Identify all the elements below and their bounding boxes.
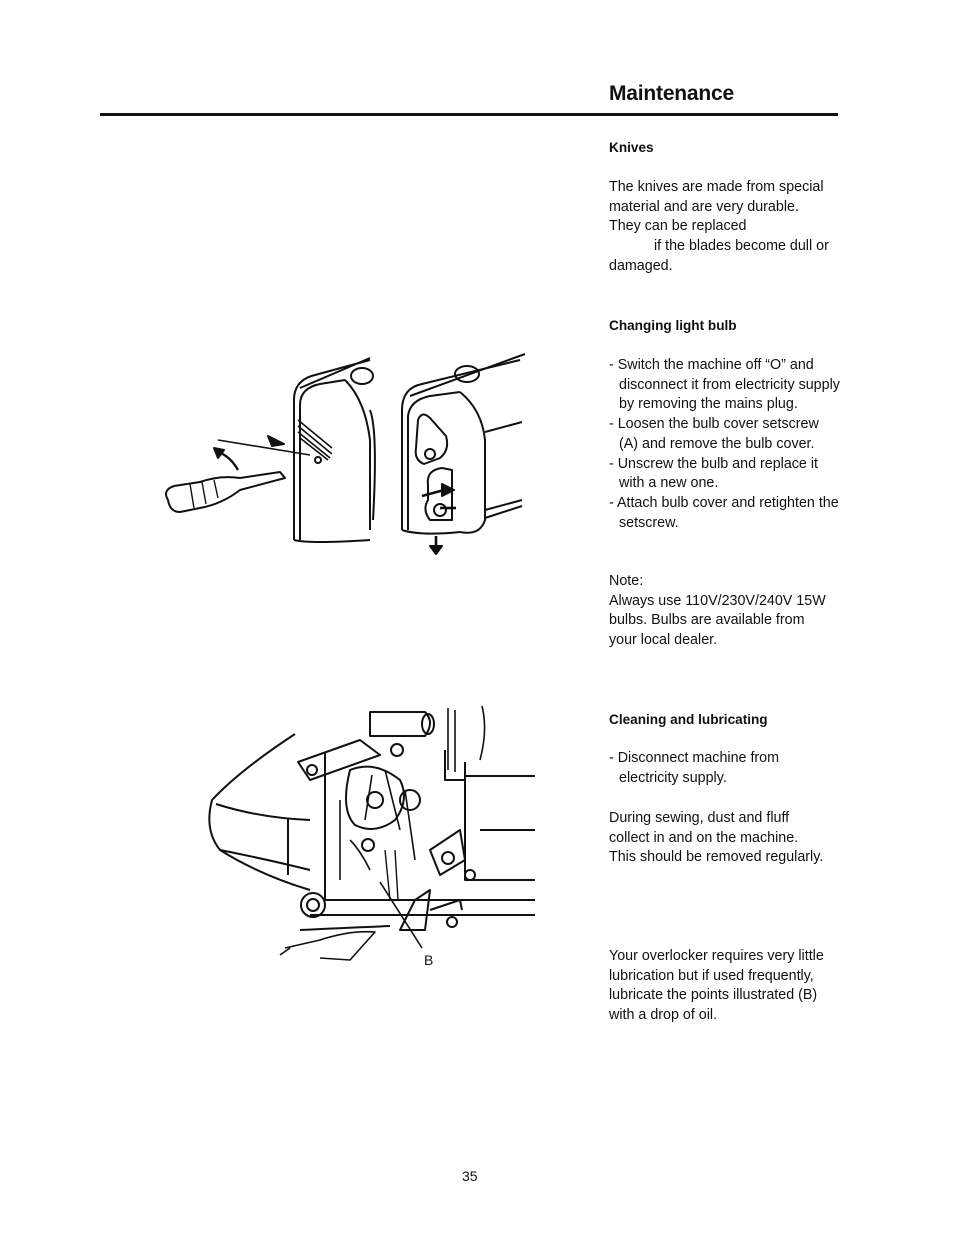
cleaning-heading: Cleaning and lubricating xyxy=(609,712,768,727)
lube-line: with a drop of oil. xyxy=(609,1007,718,1024)
knives-section xyxy=(609,138,849,158)
note-line: your local dealer. xyxy=(609,632,718,649)
knives-line: if the blades become dull or xyxy=(654,238,829,255)
knives-line: material and are very durable. xyxy=(609,198,799,215)
knives-heading: Knives xyxy=(609,140,654,155)
cleaning-lube xyxy=(609,947,849,1026)
cleaning-section xyxy=(609,710,849,730)
note-line: bulbs. Bulbs are available from xyxy=(609,612,805,629)
bulb-step: - Attach bulb cover and retighten the setscrew. xyxy=(609,494,839,531)
bulb-figure xyxy=(160,340,540,560)
lubrication-figure xyxy=(200,700,540,970)
bulb-step: - Switch the machine off “O” and disconnect it from electricity supply by removing the mains plug. xyxy=(609,357,840,413)
page-number: 35 xyxy=(462,1168,478,1184)
lube-line: lubrication but if used frequently, xyxy=(609,967,814,984)
cleaning-step xyxy=(609,749,829,788)
knives-line: damaged. xyxy=(609,257,673,274)
bulb-cover-left xyxy=(294,360,370,540)
bulb-steps xyxy=(609,356,841,533)
cleaning-step-text: - Disconnect machine from electricity supply. xyxy=(609,750,780,786)
dust-line: collect in and on the machine. xyxy=(609,829,799,846)
setscrew-hole xyxy=(351,368,373,384)
bulb-step: - Loosen the bulb cover setscrew (A) and remove the bulb cover. xyxy=(609,416,819,452)
knives-line: They can be replaced xyxy=(609,218,747,235)
lube-line: lubricate the points illustrated (B) xyxy=(609,987,818,1004)
knives-line: The knives are made from special xyxy=(609,179,824,195)
dust-line: This should be removed regularly. xyxy=(609,849,824,866)
lube-line: Your overlocker requires very little xyxy=(609,948,824,964)
bulb-note xyxy=(609,572,849,651)
page-title: Maintenance xyxy=(609,82,734,105)
dust-line: During sewing, dust and fluff xyxy=(609,810,790,826)
screwdriver xyxy=(166,472,285,512)
bulb-section xyxy=(609,316,849,336)
note-line: Always use 110V/230V/240V 15W xyxy=(609,592,826,609)
header-rule xyxy=(100,113,838,116)
bulb-heading: Changing light bulb xyxy=(609,318,737,333)
note-label: Note: xyxy=(609,573,644,589)
knives-text xyxy=(609,178,849,277)
arrow-right-icon xyxy=(422,490,444,496)
label-b: B xyxy=(424,952,434,968)
bulb-step: - Unscrew the bulb and replace it with a new one. xyxy=(609,455,819,492)
cleaning-dust xyxy=(609,809,849,868)
